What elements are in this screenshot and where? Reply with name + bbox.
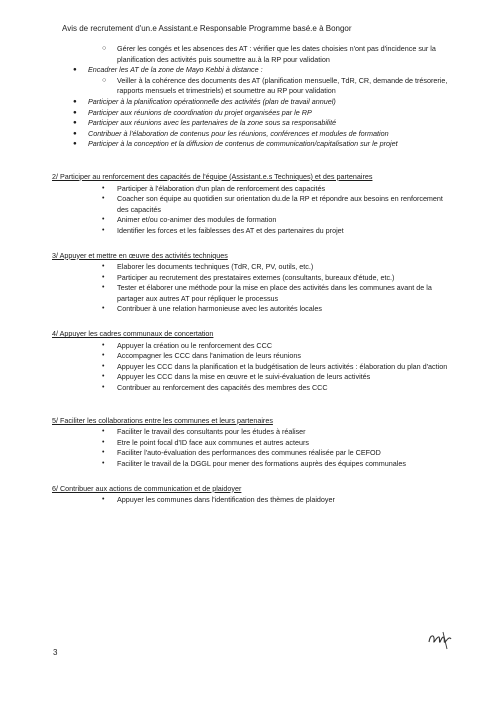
list-item: • Tester et élaborer une méthode pour la mise en place des activités dans les communes avant de la partager aux autres AT pour répliquer le processus <box>102 283 432 303</box>
sub-bullet-item: ○ Gérer les congés et les absences des AT : vérifier que les dates choisies n'ont pas d'incidence sur la planification des activités puis soumettre au.à la RP pour validation <box>102 44 436 64</box>
bullet-icon: • <box>102 184 105 192</box>
bullet-icon: • <box>102 428 105 436</box>
bullet-icon: • <box>102 226 105 234</box>
list-item: • Faciliter le travail des consultants pour les études à réaliser <box>102 427 306 437</box>
page-header: Avis de recrutement d'un.e Assistant.e Responsable Programme basé.e à Bongor <box>62 24 352 33</box>
bullet-item: ● Participer aux réunions avec les partenaires de la zone sous sa responsabilité <box>73 118 337 128</box>
bullet-icon: • <box>102 273 105 281</box>
bullet-icon: • <box>102 362 105 370</box>
circle-bullet-icon: ○ <box>102 45 107 52</box>
bullet-icon: • <box>102 449 105 457</box>
bullet-icon: ● <box>73 108 77 116</box>
bullet-item: ● Participer aux réunions de coordination du projet organisées par le RP <box>73 107 312 117</box>
bullet-icon: • <box>102 460 105 467</box>
section-title: 3/ Appuyer et mettre en œuvre des activités techniques <box>52 250 228 260</box>
bullet-icon: • <box>102 284 105 292</box>
list-item: • Identifier les forces et les faiblesses des AT et des partenaires du projet <box>102 225 344 235</box>
bullet-icon: • <box>102 496 105 504</box>
bullet-icon: • <box>102 373 105 381</box>
section-title: 6/ Contribuer aux actions de communication et de plaidoyer <box>52 483 242 493</box>
list-item: • Appuyer les CCC dans la mise en œuvre et le suivi-évaluation de leurs activités <box>102 372 371 382</box>
list-item: • Animer et/ou co-animer des modules de formation <box>102 215 277 225</box>
list-item: • Contribuer à une relation harmonieuse avec les autorités locales <box>102 304 322 314</box>
list-item: • Appuyer la création ou le renforcement des CCC <box>102 340 273 350</box>
bullet-icon: ● <box>73 66 77 74</box>
section-title: 5/ Faciliter les collaborations entre les communes et leurs partenaires <box>52 415 273 425</box>
bullet-icon: • <box>102 384 105 392</box>
list-item: • Etre le point focal d'ID face aux communes et autres acteurs <box>102 437 309 447</box>
list-item: • Faciliter l'auto-évaluation des performances des communes réalisée par le CEFOD <box>102 448 381 458</box>
bullet-icon: ● <box>73 140 77 148</box>
list-item: • Participer au recrutement des prestataires externes (consultants, bureaux d'étude, etc.) <box>102 272 395 282</box>
bullet-icon: • <box>102 438 105 446</box>
sub-bullet-item: ○ Veiller à la cohérence des documents des AT (planification mensuelle, TdR, CR, demande de trésorerie, rapports mensuels et trimestriels) et soumettre au RP pour validation <box>102 75 448 96</box>
list-item: • Appuyer les CCC dans la planification et la budgétisation de leurs activités : élaboration du plan d'action <box>102 361 448 371</box>
list-item: • Appuyer les communes dans l'identification des thèmes de plaidoyer <box>102 495 335 505</box>
bullet-icon: • <box>102 216 105 224</box>
section-title: 4/ Appuyer les cadres communaux de concertation <box>52 329 214 339</box>
list-item: • Elaborer les documents techniques (TdR, CR, PV, outils, etc.) <box>102 262 314 272</box>
bullet-icon: ● <box>73 129 77 137</box>
list-item: • Coacher son équipe au quotidien sur orientation du.de la RP et répondre aux besoins en renforcement des capacités <box>102 194 443 214</box>
list-item: • Accompagner les CCC dans l'animation de leurs réunions <box>102 351 301 361</box>
section-title: 2/ Participer au renforcement des capacités de l'équipe (Assistant.e.s Techniques) et des partenaires <box>52 171 373 181</box>
bullet-icon: • <box>102 352 105 360</box>
bullet-item: ● Participer à la conception et la diffusion de contenus de communication/capitalisation sur le projet <box>73 139 398 149</box>
bullet-item: ● Encadrer les AT de la zone de Mayo Kebbi à distance : <box>73 65 263 75</box>
bullet-icon: • <box>102 263 105 271</box>
bullet-icon: ● <box>73 97 77 105</box>
bullet-icon: ● <box>73 119 77 127</box>
bullet-icon: • <box>102 305 105 313</box>
bullet-item: ● Participer à la planification opérationnelle des activités (plan de travail annuel) <box>73 96 336 106</box>
document-body <box>52 44 454 506</box>
bullet-icon: • <box>102 341 105 349</box>
bullet-item: ● Contribuer à l'élaboration de contenus pour les réunions, conférences et modules de formation <box>73 128 389 138</box>
circle-bullet-icon: ○ <box>102 76 107 84</box>
list-item: • Faciliter le travail de la DGGL pour mener des formations auprès des équipes communales <box>102 459 406 468</box>
bullet-icon: • <box>102 195 105 203</box>
signature-initials-icon <box>426 628 454 652</box>
list-item: • Participer à l'élaboration d'un plan de renforcement des capacités <box>102 183 326 193</box>
page-number: 3 <box>53 648 58 657</box>
list-item: • Contribuer au renforcement des capacités des membres des CCC <box>102 383 328 393</box>
